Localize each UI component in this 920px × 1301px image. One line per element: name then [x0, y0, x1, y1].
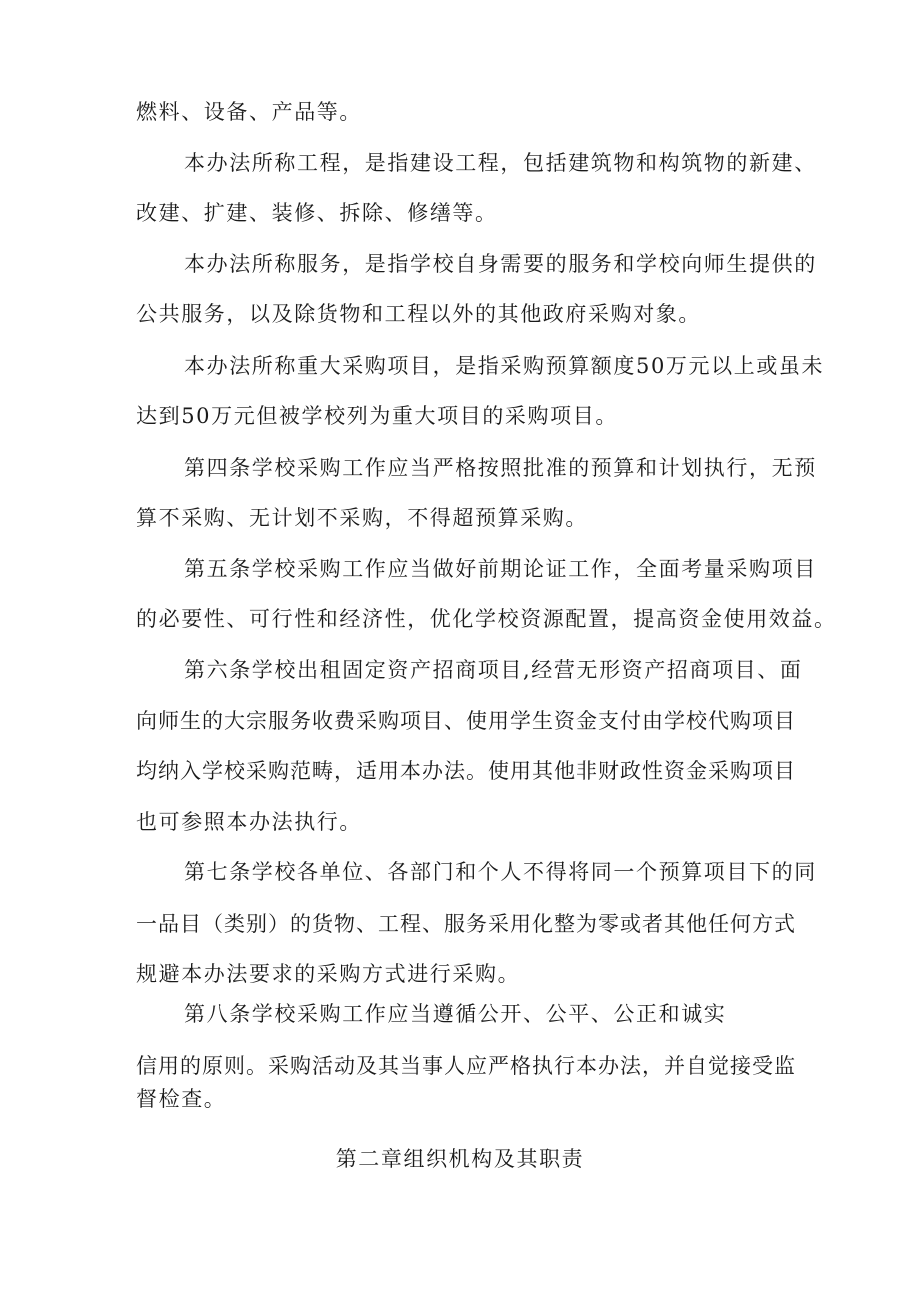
text-line: 第七条学校各单位、各部门和个人不得将同一个预算项目下的同: [184, 860, 817, 884]
text-line: 第八条学校采购工作应当遵循公开、公平、公正和诚实: [184, 1002, 727, 1026]
chapter-heading: 第二章组织机构及其职责: [335, 1147, 585, 1171]
text-line: 规避本办法要求的采购方式进行采购。: [136, 962, 521, 986]
text-line: 公共服务，以及除货物和工程以外的其他政府采购对象。: [136, 302, 701, 326]
text-line: 改建、扩建、装修、拆除、修缮等。: [136, 201, 498, 225]
text-line: 本办法所称重大采购项目，是指采购预算额度50万元以上或虽未: [184, 354, 825, 378]
text-line: 本办法所称服务，是指学校自身需要的服务和学校向师生提供的: [184, 252, 817, 276]
text-line: 信用的原则。采购活动及其当事人应严格执行本办法，并自觉接受监: [136, 1054, 796, 1078]
text-line: 也可参照本办法执行。: [136, 810, 362, 834]
text-line: 的必要性、可行性和经济性，优化学校资源配置，提高资金使用效益。: [136, 607, 837, 631]
text-line: 第四条学校采购工作应当严格按照批准的预算和计划执行，无预: [184, 456, 817, 480]
text-line: 督检查。: [136, 1087, 227, 1111]
text-line: 达到50万元但被学校列为重大项目的采购项目。: [136, 404, 618, 428]
text-line: 向师生的大宗服务收费采购项目、使用学生资金支付由学校代购项目: [136, 709, 796, 733]
text-line: 算不采购、无计划不采购，不得超预算采购。: [136, 506, 588, 530]
text-line: 第五条学校采购工作应当做好前期论证工作，全面考量采购项目: [184, 557, 817, 581]
text-line: 一品目（类别）的货物、工程、服务采用化整为零或者其他任何方式: [136, 912, 796, 936]
text-line: 燃料、设备、产品等。: [136, 100, 362, 124]
text-line: 均纳入学校采购范畴，适用本办法。使用其他非财政性资金采购项目: [136, 759, 796, 783]
text-line: 本办法所称工程，是指建设工程，包括建筑物和构筑物的新建、: [184, 151, 817, 175]
text-line: 第六条学校出租固定资产招商项目,经营无形资产招商项目、面: [184, 658, 803, 682]
